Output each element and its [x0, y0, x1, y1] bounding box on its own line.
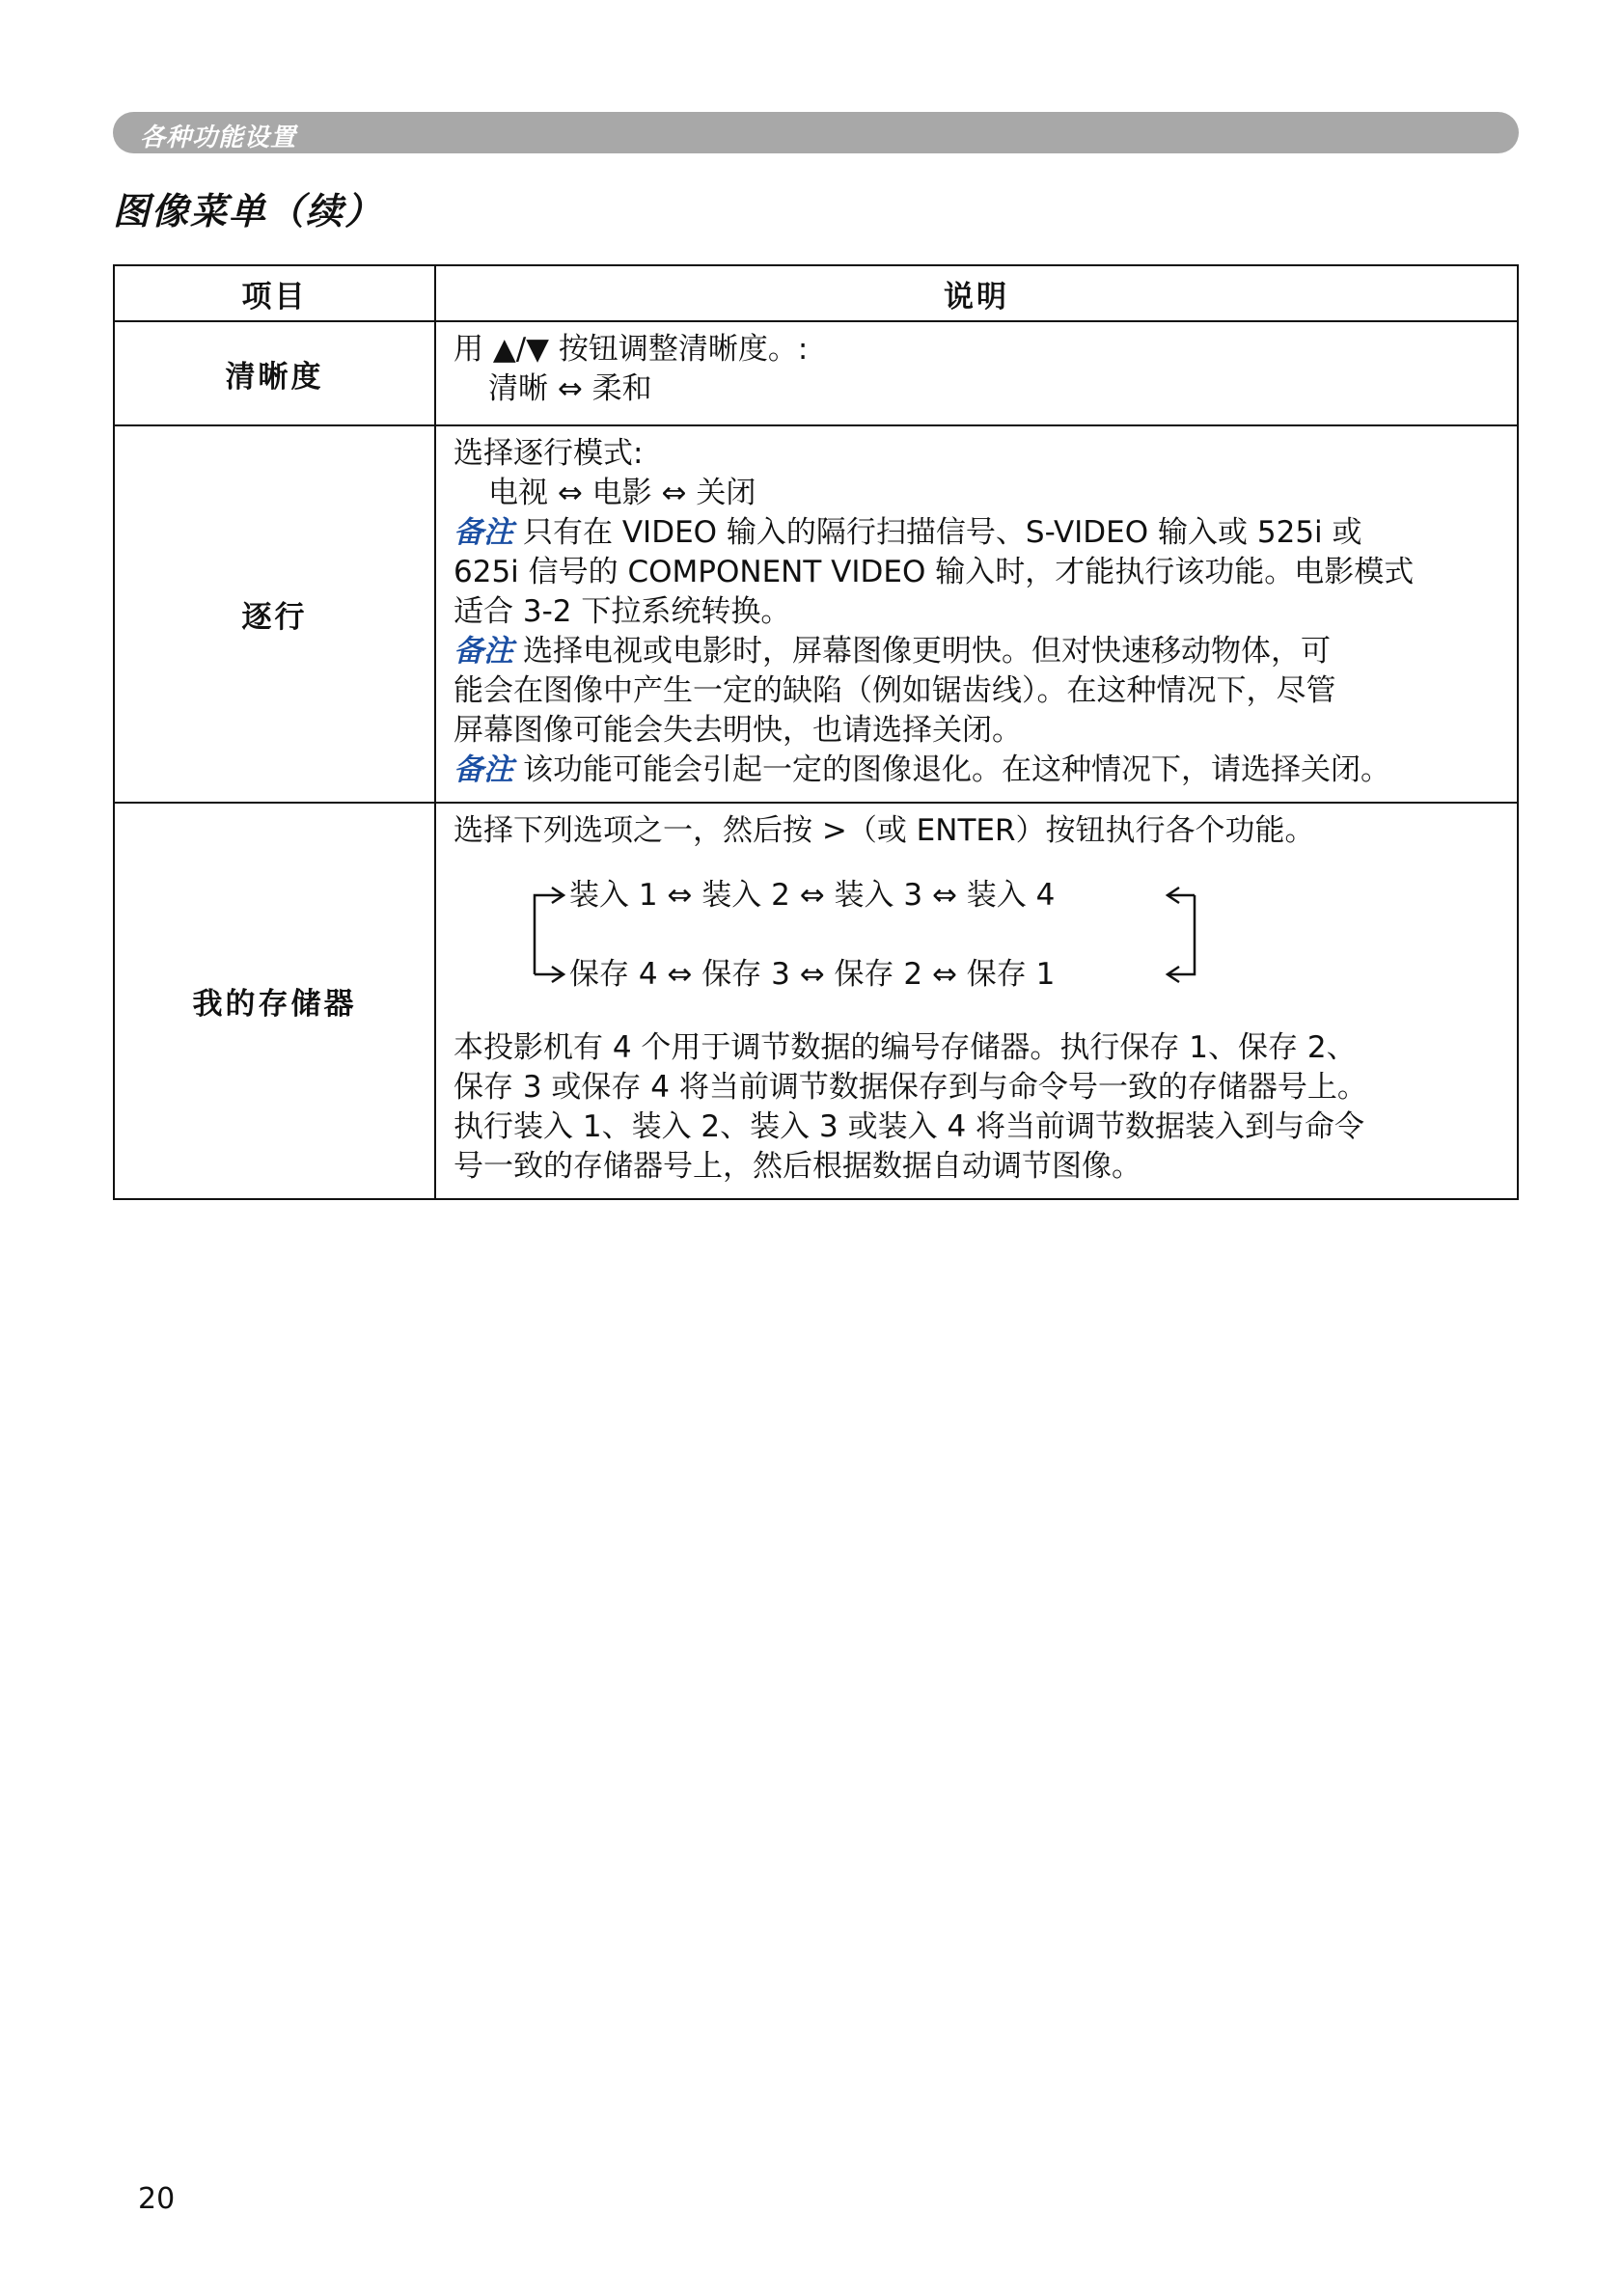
desc-option-line: 清晰 ⇔ 柔和 [488, 371, 652, 406]
desc-line: 选择逐行模式: [454, 436, 644, 471]
desc-line: 本投影机有 4 个用于调节数据的编号存储器。执行保存 1、保存 2、 [454, 1030, 1357, 1065]
note-label: 备注 [454, 634, 513, 669]
note-line: 能会在图像中产生一定的缺陷（例如锯齿线）。在这种情况下，尽管 [454, 673, 1336, 708]
note-line [454, 751, 1501, 790]
row-item-progressive: 逐行 [114, 425, 435, 803]
note-label: 备注 [454, 752, 513, 787]
note-label: 备注 [454, 515, 513, 550]
desc-line: 用 ▲/▼ 按钮调整清晰度。: [454, 332, 809, 367]
desc-option-line: 电视 ⇔ 电影 ⇔ 关闭 [488, 476, 756, 510]
row-desc-my-memory [435, 803, 1518, 1199]
section-header-label: 各种功能设置 [140, 123, 297, 152]
note-line [454, 513, 1501, 553]
row-item-my-memory: 我的存储器 [114, 803, 435, 1199]
image-menu-table [113, 264, 1519, 1200]
save-cycle-row: 保存 4 ⇔ 保存 3 ⇔ 保存 2 ⇔ 保存 1 [569, 957, 1056, 992]
note-text: 选择电视或电影时，屏幕图像更明快。但对快速移动物体，可 [523, 634, 1331, 669]
note-line: 适合 3-2 下拉系统转换。 [454, 594, 791, 629]
load-cycle-row: 装入 1 ⇔ 装入 2 ⇔ 装入 3 ⇔ 装入 4 [569, 878, 1056, 913]
desc-line: 执行装入 1、装入 2、装入 3 或装入 4 将当前调节数据装入到与命令 [454, 1109, 1365, 1144]
load-save-cycle-diagram [527, 866, 1202, 1011]
table-row [114, 321, 1518, 425]
row-desc-sharpness [435, 321, 1518, 425]
desc-line: 选择下列选项之一，然后按 >（或 ENTER）按钮执行各个功能。 [454, 813, 1315, 848]
note-line [454, 632, 1501, 671]
note-text: 该功能可能会引起一定的图像退化。在这种情况下，请选择关闭。 [523, 752, 1390, 787]
desc-line: 保存 3 或保存 4 将当前调节数据保存到与命令号一致的存储器号上。 [454, 1070, 1367, 1105]
note-line: 屏幕图像可能会失去明快，也请选择关闭。 [454, 713, 1022, 748]
desc-line: 号一致的存储器号上，然后根据数据自动调节图像。 [454, 1149, 1141, 1184]
table-row [114, 425, 1518, 803]
section-header-bar [113, 112, 1519, 153]
row-item-sharpness: 清晰度 [114, 321, 435, 425]
table-row [114, 803, 1518, 1199]
page-number: 20 [138, 2182, 176, 2216]
note-line: 625i 信号的 COMPONENT VIDEO 输入时，才能执行该功能。电影模式 [454, 555, 1415, 589]
column-header-description: 说明 [435, 265, 1518, 321]
page-title: 图像菜单（续） [113, 190, 384, 232]
note-text: 只有在 VIDEO 输入的隔行扫描信号、S-VIDEO 输入或 525i 或 [523, 515, 1362, 550]
column-header-item: 项目 [114, 265, 435, 321]
table-header-row [114, 265, 1518, 321]
row-desc-progressive [435, 425, 1518, 803]
